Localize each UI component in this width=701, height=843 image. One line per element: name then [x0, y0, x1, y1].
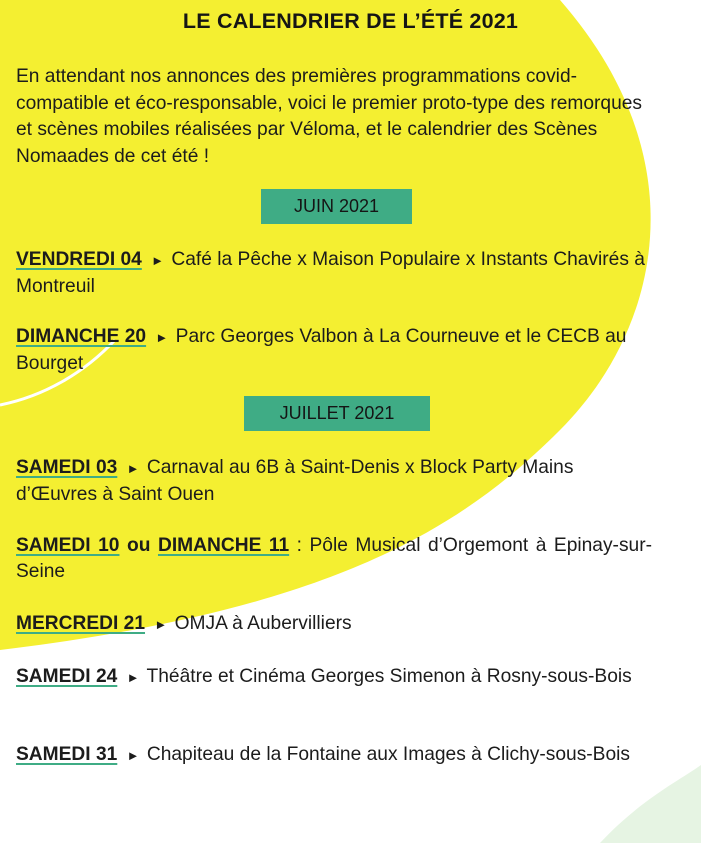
event-description: Théâtre et Cinéma Georges Simenon à Rosny-sous-Bois [146, 666, 632, 687]
or-word: ou [127, 535, 151, 556]
arrow-icon: ► [154, 617, 168, 632]
arrow-icon: ► [126, 461, 140, 476]
event-day: SAMEDI 24 [16, 666, 118, 687]
event-day: VENDREDI 04 [16, 249, 142, 270]
month-label-juillet: JUILLET 2021 [244, 396, 430, 431]
event-samedi-10-dimanche-11 [16, 533, 652, 584]
intro-paragraph: En attendant nos annonces des premières programmations covid-compatible et éco-responsable, voici le premier proto-type des remorques et scènes mobiles réalisées par Véloma, et le calendrier des Scènes Nomaades de cet été ! [16, 66, 643, 167]
event-day-alt: DIMANCHE 11 [157, 535, 290, 556]
event-day: DIMANCHE 20 [16, 326, 147, 347]
arrow-icon: ► [126, 670, 140, 685]
event-description: Chapiteau de la Fontaine aux Images à Clichy-sous-Bois [146, 744, 631, 765]
event-description: Carnaval au 6B à Saint-Denis x Block Party Mains d’Œuvres à Saint Ouen [16, 457, 574, 505]
event-day: SAMEDI 31 [16, 744, 118, 765]
event-samedi-03 [16, 455, 652, 507]
month-label-juin: JUIN 2021 [261, 189, 412, 224]
event-description: : Pôle Musical d’Orgemont à Epinay-sur-Seine [16, 535, 652, 582]
event-samedi-24 [16, 664, 652, 691]
arrow-icon: ► [126, 748, 140, 763]
arrow-icon: ► [155, 330, 169, 345]
event-description: OMJA à Aubervilliers [174, 613, 352, 634]
event-description: Café la Pêche x Maison Populaire x Instants Chavirés à Montreuil [16, 249, 645, 297]
page-title: LE CALENDRIER DE L’ÉTÉ 2021 [182, 9, 519, 33]
event-description: Parc Georges Valbon à La Courneuve et le CECB au Bourget [16, 326, 627, 374]
event-day: MERCREDI 21 [16, 613, 146, 634]
event-dimanche-20 [16, 324, 652, 376]
event-mercredi-21 [16, 611, 652, 638]
event-day: SAMEDI 10 [16, 535, 120, 556]
event-day: SAMEDI 03 [16, 457, 118, 478]
arrow-icon: ► [151, 253, 165, 268]
event-vendredi-04 [16, 247, 652, 299]
event-samedi-31 [16, 742, 652, 769]
